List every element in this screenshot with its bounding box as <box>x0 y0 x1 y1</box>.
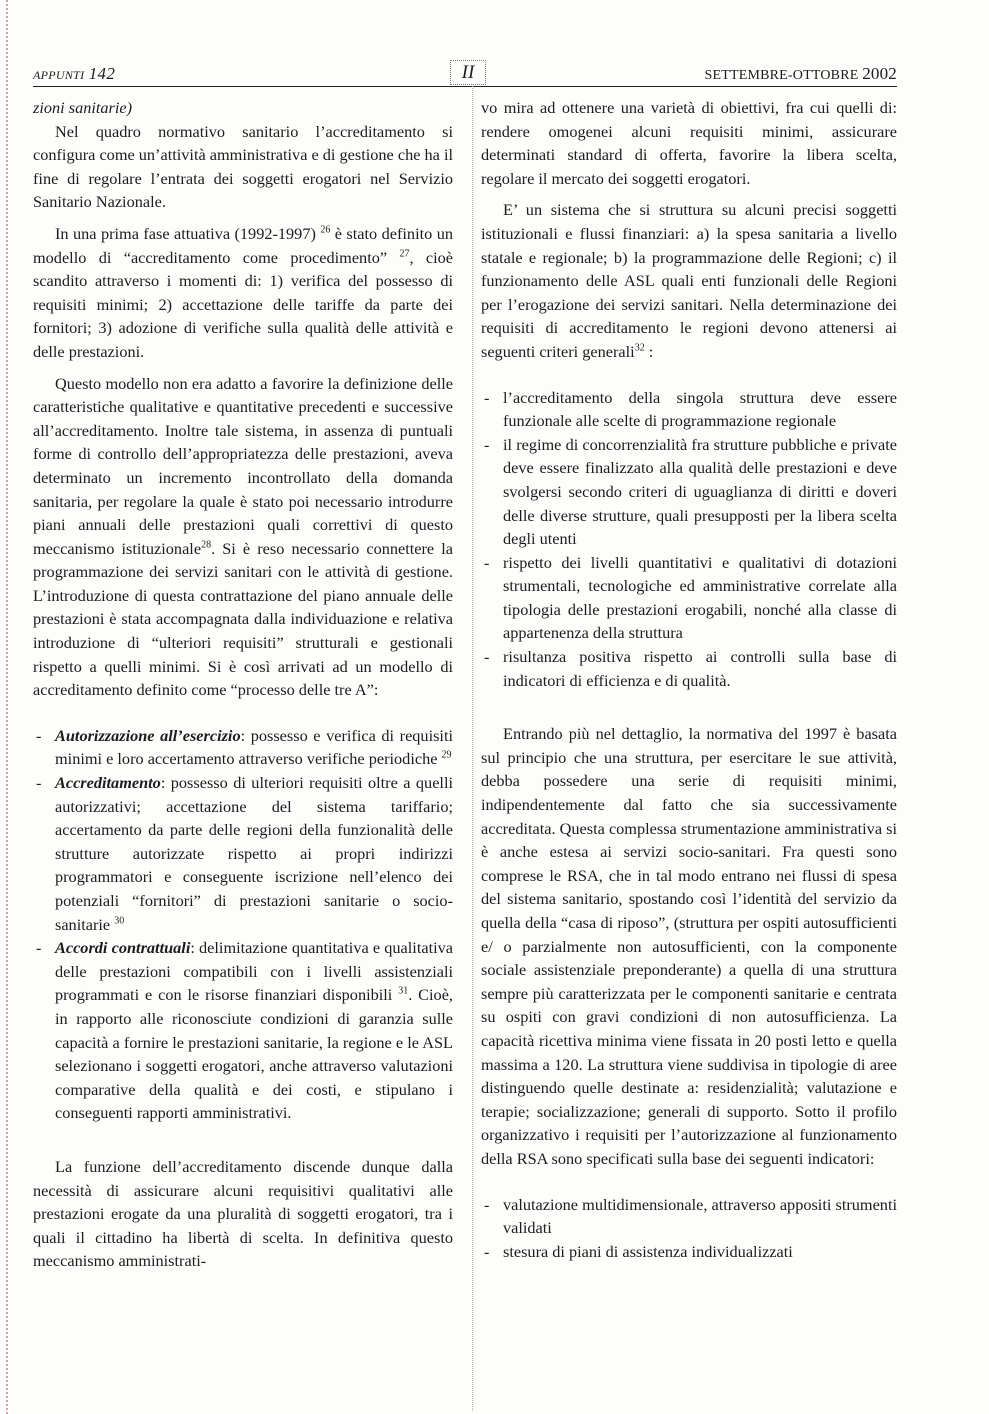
page-mark: II <box>450 60 486 85</box>
list-item: - rispetto dei livelli quantitativi e qualitativi di dotazioni strumentali, tecnologiche ed amministrative correlate alla tipologia delle prestazioni erogabili, nonché alla classe di appartenenza della struttura <box>481 551 897 645</box>
journal-name: APPUNTI 142 <box>33 64 116 83</box>
list-item: - Autorizzazione all’esercizio: possesso e verifica di requisiti minimi e loro accertamento attraverso verifiche periodiche $^{29}$ <box>33 724 453 771</box>
indicators-list <box>481 1193 897 1264</box>
list-item: - valutazione multidimensionale, attraverso appositi strumenti validati <box>481 1193 897 1240</box>
three-a-list <box>33 724 453 1125</box>
list-item: - risultanza positiva rispetto ai controlli sulla base di indicatori di efficienza e di qualità. <box>481 645 897 692</box>
criteria-list <box>481 386 897 693</box>
paragraph: E’ un sistema che si struttura su alcuni precisi soggetti istituzionali e flussi finanziari: a) la spesa sanitaria a livello statale e regionale; b) la programmazione delle Regioni; c) il funzionamento delle ASL quali enti funzionali delle Regioni per l’erogazione dei servizi sanitari. Nella determinazione dei requisiti di accreditamento le regioni devono attenersi ai seguenti criteri generali$^{32}$ : <box>481 200 897 361</box>
paragraph: Nel quadro normativo sanitario l’accreditamento si configura come un’attività amministrativa e di gestione che ha il fine di regolare l’entrata dei soggetti erogatori nel Servizio Sanitario Nazionale. <box>33 121 454 212</box>
left-column <box>33 96 453 1273</box>
footnote-ref: 32 <box>634 342 645 354</box>
paragraph-continuation: zioni sanitarie) <box>33 98 133 117</box>
list-item: - l’accreditamento della singola struttura deve essere funzionale alle scelte di programmazione regionale <box>481 386 897 433</box>
footnote-ref: 30 <box>114 915 125 927</box>
column-divider <box>472 86 473 1411</box>
page-binding-margin <box>6 0 8 1414</box>
footnote-ref: 28 <box>201 539 212 551</box>
running-header <box>33 60 897 87</box>
list-item: - il regime di concorrenzialità fra strutture pubbliche e private deve essere finalizzato alla qualità delle prestazioni e deve svolgersi secondo criteri di uguaglianza di diritti e doveri delle diverse strutture, quali presupposti per la libera scelta degli utenti <box>481 433 897 551</box>
list-item: - Accreditamento: possesso di ulteriori requisiti oltre a quelli autorizzativi; accettazione del sistema tariffario; accertamento da parte delle regioni della funzionalità delle strutture autorizzate rispetto ai propri indirizzi programmatori e conseguente iscrizione nell’elenco dei potenziali “fornitori” di prestazioni sanitarie o socio-sanitarie $^{30}$ <box>33 771 453 936</box>
footnote-ref: 31 <box>398 985 409 997</box>
issue-date: SETTEMBRE-OTTOBRE 2002 <box>704 64 897 83</box>
paragraph: Entrando più nel dettaglio, la normativa del 1997 è basata sul principio che una struttura, per esercitare le sue attività, debba possedere una serie di requisiti minimi, indipendentemente dal fatto che sia successivamente accreditata. Questa complessa strumentazione amministrativa si è anche estesa ai servizi socio-sanitari. Fra questi sono comprese le RSA, che in tal modo entrano nei flussi di spesa del sistema sanitario, spostando così l’identità del servizio da quella della “casa di riposo”, (struttura per ospiti autosufficienti e/ o parzialmente non autosufficienti, con la componente sociale assistenziale preponderante) a quella di una struttura sempre più caratterizzata per le componenti sanitarie e centrata su ospiti con gravi condizioni di non autosufficienza. La capacità ricettiva minima viene fissata in 20 posti letto e quella massima a 120. La struttura viene suddivisa in tipologie di aree distinguendo quelle destinate a: residenzialità; valutazione e terapie; socializzazione; generali di supporto. Sotto il profilo organizzativo i requisiti per l’autorizzazione al funzionamento della RSA sono specificati sulla base dei seguenti indicatori: <box>481 724 897 1168</box>
footnote-ref: 27 <box>399 248 410 260</box>
list-item: - Accordi contrattuali: delimitazione quantitativa e qualitativa delle prestazioni compatibili con i livelli assistenziali programmati e con le risorse finanziari disponibili $^{31}$. Cioè, in rapporto alle riconosciute condizioni di garanzia sulle capacità a fornire le prestazioni sanitarie, la regione e le ASL selezionano i soggetti erogatori, anche attraverso valutazioni comparative della qualità e dei costi, e stipulano i conseguenti rapporti amministrativi. <box>33 936 453 1125</box>
list-item: - stesura di piani di assistenza individualizzati <box>481 1240 897 1264</box>
footnote-ref: 29 <box>441 750 452 762</box>
paragraph: La funzione dell’accreditamento discende dunque dalla necessità di assicurare alcuni requisitivi qualitativi alle prestazioni erogate da una pluralità di soggetti erogatori, tra i quali il cittadino ha libertà di scelta. In definitiva questo meccanismo amministrati- <box>33 1156 453 1271</box>
paragraph: In una prima fase attuativa (1992-1997) $^{26}$ è stato definito un modello di “accreditamento come procedimento” $^{27}$, cioè scandito attraverso i momenti di: 1) verifica del possesso di requisiti minimi; 2) accettazione delle tariffe da parte dei fornitori; 3) adozione di verifiche sulla qualità delle attività e delle prestazioni. <box>33 223 453 361</box>
paragraph-continuation: vo mira ad ottenere una varietà di obiettivi, fra cui quelli di: rendere omogenei alcuni requisiti minimi, assicurare determinati standard di offerta, favorire la libera scelta, regolare il mercato dei soggetti erogatori. <box>481 98 897 188</box>
paragraph: Questo modello non era adatto a favorire la definizione delle caratteristiche qualitative e quantitative precedenti e successive all’accreditamento. Inoltre tale sistema, in assenza di puntuali forme di controllo dell’appropriatezza delle prestazioni, aveva determinato un incremento incontrollato della domanda sanitaria, per regolare la quale è stato poi necessario introdurre piani annuali delle prestazioni quali correttivi di questo meccanismo istituzionale$^{28}$. Si è reso necessario connettere la programmazione dei servizi sanitari con le attività di gestione. L’introduzione di questa contrattazione del piano annuale delle prestazioni è stata accompagnata dalla individuazione e relativa introduzione di “ulteriori requisiti” strutturali e gestionali rispetto a quelli minimi. Si è così arrivati ad un modello di accreditamento definito come “processo delle tre A”: <box>33 373 453 700</box>
right-column <box>481 96 897 1263</box>
footnote-ref: 26 <box>320 224 331 236</box>
